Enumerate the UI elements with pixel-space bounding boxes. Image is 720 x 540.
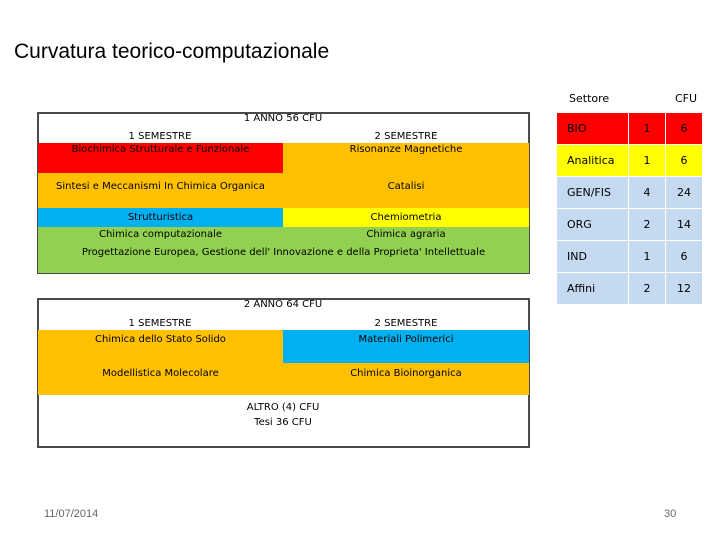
settore-count: 1 bbox=[629, 241, 666, 273]
page-number: 30 bbox=[664, 508, 677, 520]
settore-table bbox=[556, 112, 703, 305]
anno1-course-sintesi: Sintesi e Meccanismi In Chimica Organica bbox=[38, 173, 283, 208]
anno2-course-bioinorganica: Chimica Bioinorganica bbox=[283, 363, 529, 395]
anno1-sem1-label: 1 SEMESTRE bbox=[128, 131, 192, 142]
settore-name: Affini bbox=[557, 273, 629, 305]
settore-cfu: 6 bbox=[666, 145, 703, 177]
settore-name: Analitica bbox=[557, 145, 629, 177]
settore-cfu: 12 bbox=[666, 273, 703, 305]
settore-cfu: 6 bbox=[666, 113, 703, 145]
settore-name: GEN/FIS bbox=[557, 177, 629, 209]
anno1-course-chimica-computazionale: Chimica computazionale bbox=[38, 227, 283, 243]
anno1-header: 1 ANNO 56 CFU bbox=[243, 113, 323, 124]
settore-cfu: 6 bbox=[666, 241, 703, 273]
anno2-course-stato-solido: Chimica dello Stato Solido bbox=[38, 330, 283, 363]
anno1-course-chemiometria: Chemiometria bbox=[283, 208, 529, 227]
table-row bbox=[557, 241, 703, 273]
cfu-column-header: CFU bbox=[675, 92, 698, 105]
settore-cfu: 14 bbox=[666, 209, 703, 241]
table-row bbox=[557, 145, 703, 177]
table-row bbox=[557, 273, 703, 305]
settore-count: 1 bbox=[629, 145, 666, 177]
footer-date: 11/07/2014 bbox=[44, 508, 99, 520]
settore-cfu: 24 bbox=[666, 177, 703, 209]
anno2-sem1-label: 1 SEMESTRE bbox=[128, 318, 192, 329]
anno2-sem2-label: 2 SEMESTRE bbox=[374, 318, 438, 329]
settore-name: IND bbox=[557, 241, 629, 273]
table-row bbox=[557, 177, 703, 209]
settore-count: 4 bbox=[629, 177, 666, 209]
anno1-course-chimica-agraria: Chimica agraria bbox=[283, 227, 529, 243]
anno2-altro: ALTRO (4) CFU bbox=[246, 402, 320, 413]
anno2-header: 2 ANNO 64 CFU bbox=[243, 299, 323, 310]
settore-name: BIO bbox=[557, 113, 629, 145]
anno1-course-risonanze: Risonanze Magnetiche bbox=[283, 143, 529, 173]
settore-count: 2 bbox=[629, 273, 666, 305]
table-row bbox=[557, 209, 703, 241]
settore-name: ORG bbox=[557, 209, 629, 241]
anno2-course-materiali-polimerici: Materiali Polimerici bbox=[283, 330, 529, 363]
page-title: Curvatura teorico-computazionale bbox=[14, 40, 330, 63]
settore-count: 1 bbox=[629, 113, 666, 145]
anno1-sem2-label: 2 SEMESTRE bbox=[374, 131, 438, 142]
settore-column-header: Settore bbox=[569, 92, 610, 105]
anno1-course-strutturistica: Strutturistica bbox=[38, 208, 283, 227]
anno1-course-biochimica: Biochimica Strutturale e Funzionale bbox=[38, 143, 283, 173]
settore-count: 2 bbox=[629, 209, 666, 241]
anno1-course-catalisi: Catalisi bbox=[283, 173, 529, 208]
anno2-tesi: Tesi 36 CFU bbox=[254, 417, 312, 428]
anno1-course-progettazione: Progettazione Europea, Gestione dell' Innovazione e della Proprieta' Intellettuale bbox=[38, 243, 529, 273]
table-row bbox=[557, 113, 703, 145]
anno2-course-modellistica: Modellistica Molecolare bbox=[38, 363, 283, 395]
